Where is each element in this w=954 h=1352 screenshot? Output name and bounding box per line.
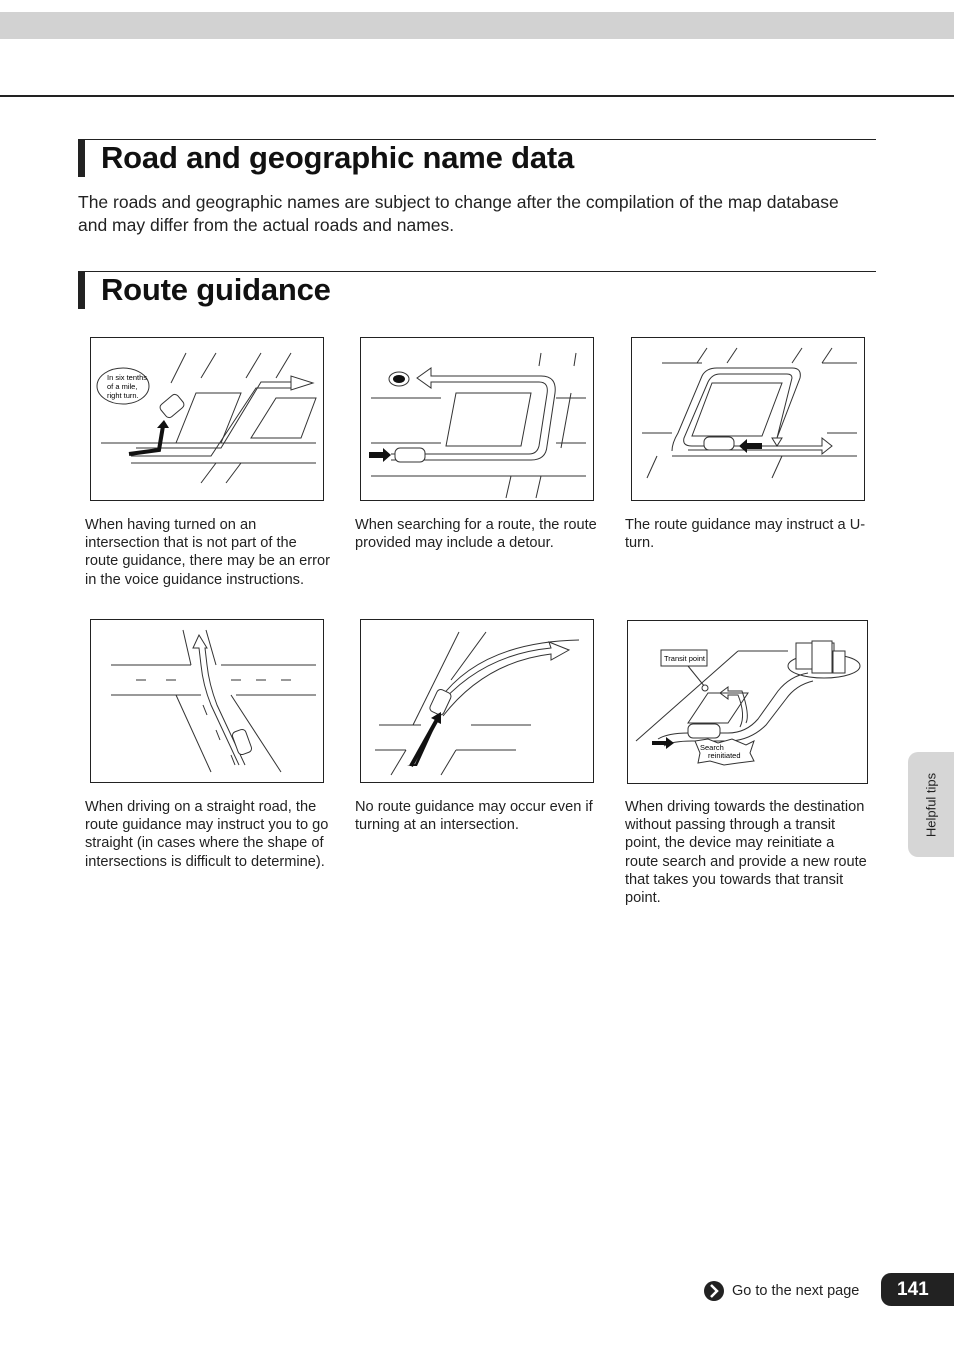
caption-u-turn: The route guidance may instruct a U-turn.: [625, 517, 866, 552]
figure-wrong-turn: [90, 337, 324, 501]
callout-line-1: In six tenths: [107, 373, 148, 382]
figure-straight-road: [90, 619, 324, 783]
caption-detour: When searching for a route, the route provided may include a detour.: [355, 517, 597, 552]
section-title: Road and geographic name data: [101, 140, 575, 175]
next-page-link[interactable]: [704, 1280, 859, 1302]
arrow-right-circle-icon: [704, 1281, 724, 1301]
search-label-line-1: Search: [700, 743, 724, 752]
illustration-detour: [361, 338, 593, 500]
figure-u-turn: [631, 337, 865, 501]
callout-line-3: right turn.: [107, 391, 139, 400]
side-tab-label: Helpful tips: [923, 772, 939, 837]
illustration-wrong-turn: [91, 338, 323, 500]
figure-detour: [360, 337, 594, 501]
section-marker: [78, 140, 85, 177]
caption-straight-road: When driving on a straight road, the route guidance may instruct you to go straight (in cases where the shape of intersections is difficult to determine).: [85, 799, 329, 870]
section-header-route-guidance: [78, 271, 876, 307]
figure-search-reinitiated: [627, 620, 868, 784]
section-header-road-data: [78, 139, 876, 175]
transit-point-label: Transit point: [664, 654, 705, 663]
illustration-no-guidance: [361, 620, 593, 782]
side-tab-helpful-tips[interactable]: [908, 752, 954, 857]
page-number: 141: [881, 1273, 954, 1306]
caption-no-guidance: No route guidance may occur even if turning at an intersection.: [355, 799, 593, 834]
next-page-label: Go to the next page: [732, 1283, 860, 1299]
figure-no-guidance: [360, 619, 594, 783]
caption-wrong-turn: When having turned on an intersection that is not part of the route guidance, there may be an error in the voice guidance instructions.: [85, 517, 330, 588]
section-title: Route guidance: [101, 272, 331, 307]
header-rule: [0, 95, 954, 97]
section-marker: [78, 272, 85, 309]
intro-paragraph: The roads and geographic names are subject to change after the compilation of the map database and may differ from the actual roads and names.: [78, 192, 839, 235]
caption-search-reinitiated: When driving towards the destination without passing through a transit point, the device may reinitiate a route search and provide a new route that takes you towards that transit point.: [625, 799, 867, 907]
illustration-search-reinitiated: [628, 621, 867, 783]
search-label-line-2: reinitiated: [708, 751, 741, 760]
illustration-straight-road: [91, 620, 323, 782]
callout-line-2: of a mile,: [107, 382, 138, 391]
header-band: [0, 12, 954, 39]
illustration-u-turn: [632, 338, 864, 500]
